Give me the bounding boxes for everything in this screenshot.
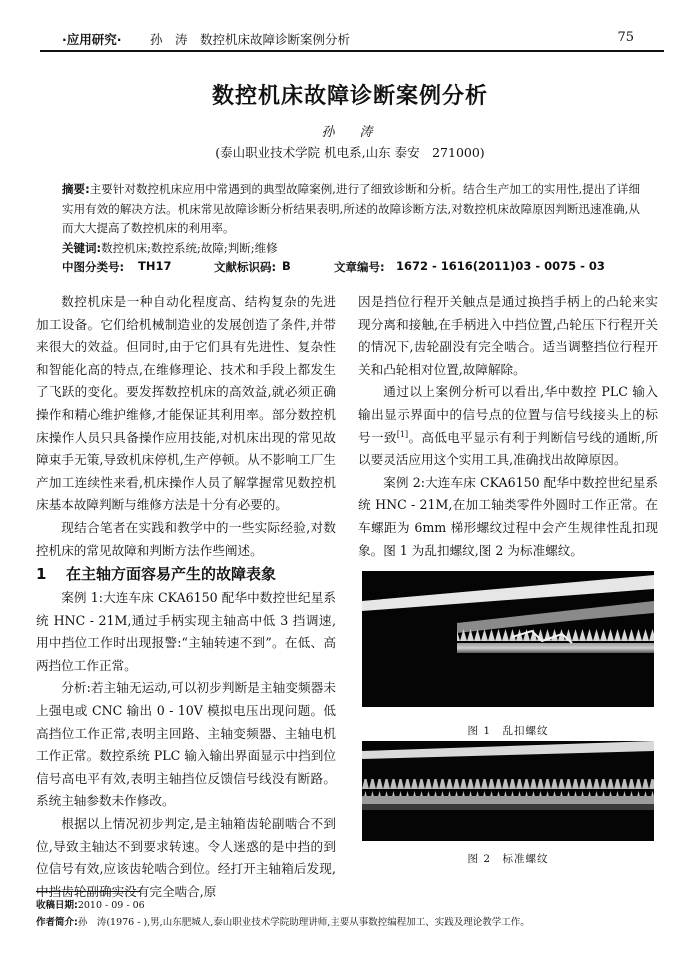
received-date <box>36 897 145 911</box>
clc-label: 中图分类号: <box>62 260 125 274</box>
body-paragraph: 因是挡位行程开关触点是通过换挡手柄上的凸轮来实现分离和接触,在手柄进入中挡位置,凸轮压下行程开关的情况下,齿轮副没有完全啮合。适当调整挡位行程开关和凸轮相对位置,故障解除。 <box>358 294 658 377</box>
received-label: 收稿日期: <box>36 900 78 911</box>
received-value: 2010 - 09 - 06 <box>77 900 145 911</box>
section-title: 在主轴方面容易产生的故障表象 <box>66 565 277 583</box>
citation-ref: [1] <box>396 429 409 439</box>
running-head-title: 数控机床故障诊断案例分析 <box>200 32 351 47</box>
body-paragraph: 现结合笔者在实践和教学中的一些实际经验,对数控机床的常见故障和判断方法作些阐述。 <box>36 519 336 558</box>
header-rule <box>40 50 664 52</box>
figure-2-caption: 图 2 标准螺纹 <box>467 853 549 865</box>
section-number: 1 <box>36 565 47 583</box>
keywords-line <box>62 239 640 259</box>
abstract-paragraph <box>62 180 640 239</box>
doc-code-label: 文献标识码: <box>214 260 277 274</box>
right-column <box>358 291 658 562</box>
body-paragraph <box>358 381 658 471</box>
left-column-intro <box>36 291 336 562</box>
footnote-rule <box>36 891 140 892</box>
section-heading <box>36 563 336 584</box>
left-column-section <box>36 587 336 903</box>
body-paragraph: 分析:若主轴无运动,可以初步判断是主轴变频器未上强电或 CNC 输出 0 - 10V 模拟电压出现问题。低高挡位工作正常,表明主回路、主轴变频器、主轴电机工作正常。数控系统 PLC 输入输出界面显示中挡到位信号高电平有效,表明主轴挡位反馈信号线没有断路。系统主轴参数未作修改。 <box>36 680 336 809</box>
body-text: 。高低电平显示有利于判断信号线的通断,所以要灵活应用这个实用工具,准确找出故障原因。 <box>358 429 658 468</box>
figure-1-caption: 图 1 乱扣螺纹 <box>467 725 549 737</box>
page-number: 75 <box>617 30 634 45</box>
clc-value: TH17 <box>138 259 172 273</box>
article-title: 数控机床故障诊断案例分析 <box>211 84 488 109</box>
body-paragraph: 案例 2:大连车床 CKA6150 配华中数控世纪星系统 HNC - 21M,在加工轴类零件外圆时工作正常。在车螺距为 6mm 梯形螺纹过程中会产生规律性乱扣现象。图 1 为乱扣螺纹,图 2 为标准螺纹。 <box>358 474 658 558</box>
article-author: 孙 涛 <box>321 125 379 140</box>
bio-text: 孙 涛(1976 - ),男,山东肥城人,泰山职业技术学院助理讲师,主要从事数控编程加工、实践及理论教学工作。 <box>77 917 530 928</box>
article-affiliation: (泰山职业技术学院 机电系,山东 泰安 271000) <box>215 145 485 160</box>
body-paragraph: 案例 1:大连车床 CKA6150 配华中数控世纪星系统 HNC - 21M,通过手柄实现主轴高中低 3 挡调速,用中挡位工作时出现报警:“主轴转速不到”。在低、高两挡位工作正常。 <box>36 590 336 673</box>
abstract-label: 摘要: <box>62 182 90 196</box>
body-paragraph: 根据以上情况初步判定,是主轴箱齿轮副啮合不到位,导致主轴达不到要求转速。令人迷惑的是中挡的到位信号有效,应该齿轮啮合到位。经打开主轴箱后发现,中挡齿轮副确实没有完全啮合,原 <box>36 815 336 899</box>
bio-label: 作者简介: <box>36 917 78 928</box>
journal-section-label: ·应用研究· <box>62 32 122 47</box>
article-no-value: 1672 - 1616(2011)03 - 0075 - 03 <box>396 259 605 273</box>
body-paragraph: 数控机床是一种自动化程度高、结构复杂的先进加工设备。它们给机械制造业的发展创造了条件,并带来很大的效益。但同时,由于它们具有先进性、复杂性和智能化高的特点,在维修理论、技术和手段上都发生了飞跃的变化。要发挥数控机床的高效益,就必须正确操作和精心维护维修,才能保证其利用率。部分数控机床操作人员只具备操作应用技能,对机床出现的常见故障束手无策,导致机床停机,生产停顿。从不影响工厂生产加工连续性来看,机床操作人员了解掌握常见数控机床基本故障判断与维修方法是十分有必要的。 <box>36 294 336 513</box>
running-head-author: 孙 涛 <box>150 32 188 47</box>
author-bio <box>36 914 530 928</box>
article-no-label: 文章编号: <box>334 260 385 274</box>
doc-code-value: B <box>282 259 291 273</box>
body-text: 通过以上案例分析可以看出,华中数控 PLC 输入输出显示界面中的信号点的位置与信号线接头上的标号一致 <box>358 384 658 445</box>
abstract <box>62 180 640 258</box>
abstract-text: 主要针对数控机床应用中常遇到的典型故障案例,进行了细致诊断和分析。结合生产加工的实用性,提出了详细实用有效的解决方法。机床常见故障诊断分析结果表明,所述的故障诊断方法,对数控机床故障原因判断迅速准确,从而大大提高了数控机床的利用率。 <box>62 182 640 235</box>
keywords-text: 数控机床;数控系统;故障;判断;维修 <box>101 240 278 255</box>
keywords-label: 关键词: <box>62 240 102 255</box>
figure-2-image <box>362 741 654 841</box>
figure-1-image <box>362 571 654 707</box>
